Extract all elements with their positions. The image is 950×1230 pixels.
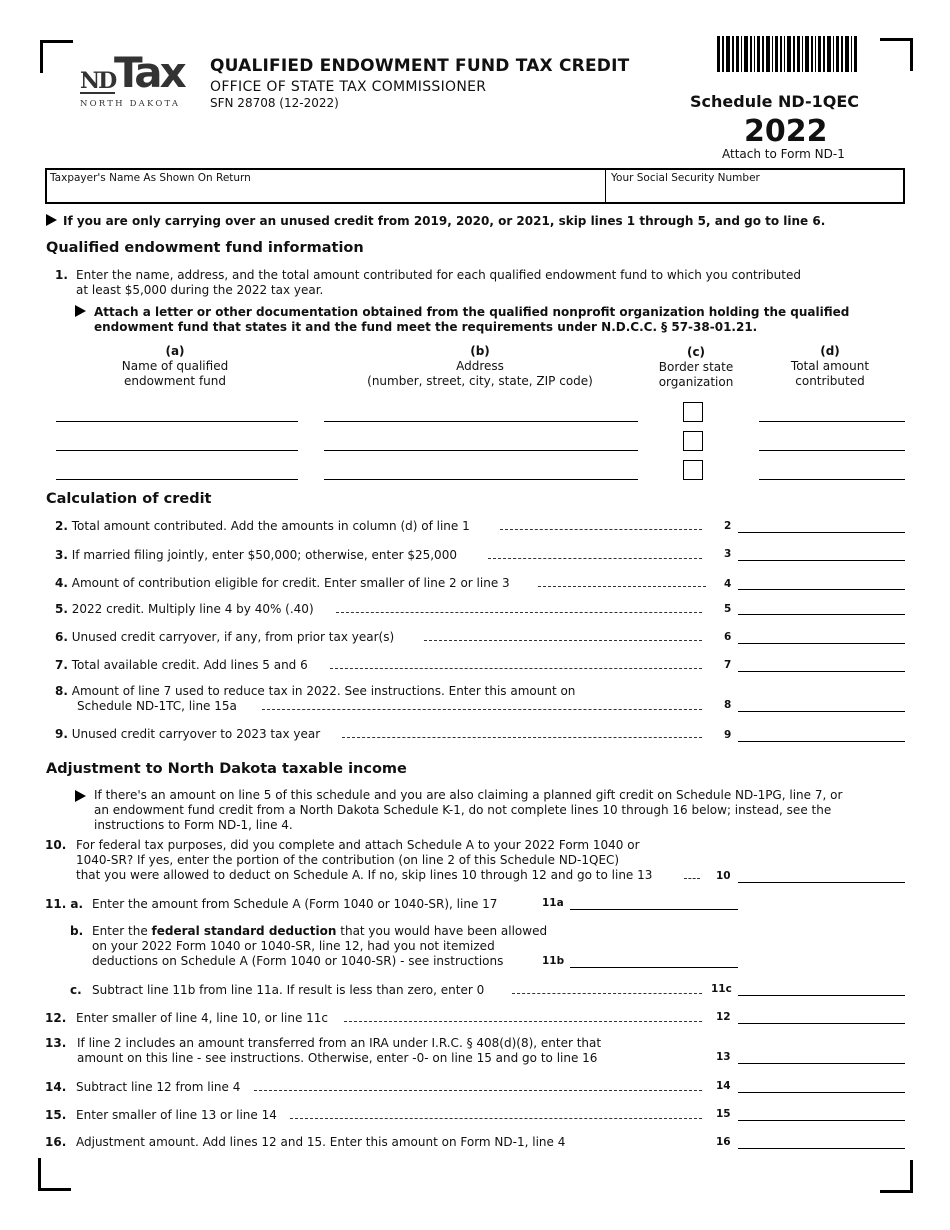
line-11a-amount[interactable] (570, 909, 738, 910)
line-13-text-2: amount on this line - see instructions. Otherwise, enter -0- on line 15 and go to line 16 (77, 1051, 598, 1065)
section-heading-fund-info: Qualified endowment fund information (46, 240, 364, 256)
fund-name-field[interactable] (56, 421, 298, 422)
line-number: 2. (55, 519, 68, 533)
text-part-bold: federal standard deduction (151, 924, 337, 938)
leader-dots (330, 668, 702, 669)
corner-mark-bottom-right (880, 1160, 913, 1193)
corner-mark-top-right (880, 38, 913, 71)
line-11b-number: b. (70, 924, 84, 938)
logo-nd: ND (80, 68, 116, 94)
line-9-amount[interactable] (738, 741, 905, 742)
line-9-row (55, 727, 320, 742)
schedule-name: Schedule ND-1QEC (690, 92, 860, 111)
column-label-line1: Name of qualified (121, 359, 229, 373)
taxpayer-id-box (45, 168, 905, 204)
line-11b-amount[interactable] (570, 967, 738, 968)
border-state-checkbox[interactable] (683, 460, 703, 480)
leader-dots (336, 612, 702, 613)
line-label: 3 (724, 548, 732, 560)
adjustment-note-b: an endowment fund credit from a North Dakota Schedule K-1, do not complete lines 10 through 16 below; instead, see the (94, 803, 832, 817)
column-label-line1: Total amount (790, 359, 870, 373)
line-label: 14 (716, 1080, 731, 1092)
line-5-row (55, 602, 314, 617)
line-16-amount[interactable] (738, 1148, 905, 1149)
adjustment-note-c: instructions to Form ND-1, line 4. (94, 818, 293, 832)
line-number: 3. (55, 548, 68, 562)
leader-dots (254, 1090, 702, 1091)
office-name: OFFICE OF STATE TAX COMMISSIONER (210, 79, 487, 95)
column-label-line2: contributed (795, 374, 865, 388)
line-11c-text: Subtract line 11b from line 11a. If result is less than zero, enter 0 (92, 983, 485, 997)
line-8-amount[interactable] (738, 711, 905, 712)
fund-address-field[interactable] (324, 450, 638, 451)
fund-address-field[interactable] (324, 421, 638, 422)
carryover-note (46, 214, 825, 229)
section-heading-calculation: Calculation of credit (46, 491, 212, 507)
line-6-row (55, 630, 394, 645)
line-10-number: 10. (45, 838, 67, 852)
leader-dots (512, 993, 702, 994)
line-15-text: Enter smaller of line 13 or line 14 (76, 1108, 277, 1122)
line-label: 2 (724, 520, 732, 532)
taxpayer-name-field[interactable] (47, 170, 603, 202)
line-8-row (55, 684, 575, 699)
line-12-amount[interactable] (738, 1023, 905, 1024)
fund-amount-field[interactable] (759, 479, 905, 480)
line-14-text: Subtract line 12 from line 4 (76, 1080, 241, 1094)
leader-dots (500, 529, 702, 530)
leader-dots (344, 1021, 702, 1022)
corner-mark-top-left (40, 40, 73, 73)
line-3-row (55, 548, 457, 563)
taxpayer-name-label: Taxpayer's Name As Shown On Return (50, 172, 251, 184)
column-header-a (95, 344, 255, 389)
fund-name-field[interactable] (56, 450, 298, 451)
line-text: 2022 credit. Multiply line 4 by 40% (.40) (71, 602, 314, 616)
line-4-amount[interactable] (738, 589, 905, 590)
line-label: 12 (716, 1011, 731, 1023)
column-letter: (b) (470, 344, 490, 358)
id-box-divider (605, 170, 606, 202)
line-15-amount[interactable] (738, 1120, 905, 1121)
leader-dots (538, 586, 706, 587)
line-7-amount[interactable] (738, 671, 905, 672)
line-12-text: Enter smaller of line 4, line 10, or line 11c (76, 1011, 329, 1025)
fund-address-field[interactable] (324, 479, 638, 480)
attach-note-a: Attach a letter or other documentation obtained from the qualified nonprofit organization holding the qualified (94, 305, 850, 319)
line-16-number: 16. (45, 1135, 67, 1149)
line-text: Unused credit carryover, if any, from prior tax year(s) (71, 630, 395, 644)
column-label-line2: (number, street, city, state, ZIP code) (367, 374, 593, 388)
line-label: 15 (716, 1108, 731, 1120)
column-label-line1: Address (456, 359, 504, 373)
line-13-text-1: If line 2 includes an amount transferred from an IRA under I.R.C. § 408(d)(8), enter that (77, 1036, 602, 1050)
border-state-checkbox[interactable] (683, 431, 703, 451)
line-1-text-a: Enter the name, address, and the total amount contributed for each qualified endowment fund to which you contributed (76, 268, 801, 282)
ssn-label: Your Social Security Number (611, 172, 760, 184)
line-label: 11b (542, 955, 565, 967)
line-label: 16 (716, 1136, 731, 1148)
barcode (717, 36, 859, 72)
line-label: 5 (724, 603, 732, 615)
line-11b-text-3: deductions on Schedule A (Form 1040 or 1040-SR) - see instructions (92, 954, 504, 968)
logo-subtitle: NORTH DAKOTA (80, 99, 181, 109)
logo-tax: Tax (114, 48, 184, 97)
line-number: 9. (55, 727, 68, 741)
line-text: Total available credit. Add lines 5 and 6 (71, 658, 308, 672)
line-3-amount[interactable] (738, 560, 905, 561)
line-14-amount[interactable] (738, 1092, 905, 1093)
arrow-icon (75, 790, 86, 802)
line-1-text-b: at least $5,000 during the 2022 tax year. (76, 283, 324, 297)
text-part: that you would have been allowed (336, 924, 548, 938)
line-text: Amount of contribution eligible for credit. Enter smaller of line 2 or line 3 (71, 576, 510, 590)
line-4-row (55, 576, 510, 591)
attach-instruction: Attach to Form ND-1 (722, 147, 845, 161)
ssn-field[interactable] (607, 170, 903, 202)
line-10-text-1: For federal tax purposes, did you complete and attach Schedule A to your 2022 Form 1040 or (76, 838, 640, 852)
section-heading-adjustment: Adjustment to North Dakota taxable income (46, 761, 407, 777)
line-label: 11a (542, 897, 564, 909)
column-label-line2: endowment fund (123, 374, 226, 388)
line-text: If married filing jointly, enter $50,000; otherwise, enter $25,000 (71, 548, 457, 562)
line-number: 6. (55, 630, 68, 644)
line-text: Unused credit carryover to 2023 tax year (71, 727, 321, 741)
line-13-number: 13. (45, 1036, 67, 1050)
fund-amount-field[interactable] (759, 450, 905, 451)
column-header-d (770, 344, 890, 389)
line-5-amount[interactable] (738, 614, 905, 615)
line-number: 8. (55, 684, 68, 698)
leader-dots (290, 1118, 702, 1119)
line-14-number: 14. (45, 1080, 67, 1094)
line-1-number: 1. (55, 268, 68, 282)
leader-dots (262, 709, 702, 710)
line-15-number: 15. (45, 1108, 67, 1122)
column-header-c (646, 345, 746, 390)
adjustment-note-a: If there's an amount on line 5 of this schedule and you are also claiming a planned gift credit on Schedule ND-1PG, line 7, or (94, 788, 843, 802)
border-state-checkbox[interactable] (683, 402, 703, 422)
line-label: 6 (724, 631, 732, 643)
column-letter: (a) (165, 344, 185, 358)
nd-tax-logo (80, 48, 192, 112)
attach-note-b: endowment fund that states it and the fund meet the requirements under N.D.C.C. § 57-38-01.21. (94, 320, 758, 334)
line-number: 5. (55, 602, 68, 616)
line-label: 13 (716, 1051, 731, 1063)
line-11a-text: Enter the amount from Schedule A (Form 1040 or 1040-SR), line 17 (92, 897, 498, 911)
form-title: QUALIFIED ENDOWMENT FUND TAX CREDIT (210, 56, 630, 76)
line-11b-text-1 (92, 924, 547, 939)
tax-year: 2022 (744, 114, 828, 149)
corner-mark-bottom-left (38, 1158, 71, 1191)
line-12-number: 12. (45, 1011, 67, 1025)
line-10-text-2: 1040-SR? If yes, enter the portion of the contribution (on line 2 of this Schedule ND-1QEC) (76, 853, 620, 867)
line-11c-amount[interactable] (738, 995, 905, 996)
line-2-amount[interactable] (738, 532, 905, 533)
line-11b-text-2: on your 2022 Form 1040 or 1040-SR, line 12, had you not itemized (92, 939, 495, 953)
line-number: 4. (55, 576, 68, 590)
line-label: 9 (724, 729, 732, 741)
line-label: 4 (724, 578, 732, 590)
line-label: 8 (724, 699, 732, 711)
arrow-icon (75, 305, 86, 317)
line-6-amount[interactable] (738, 643, 905, 644)
line-label: 11c (711, 983, 732, 995)
leader-dots (488, 558, 702, 559)
leader-dots (424, 640, 702, 641)
line-text: Total amount contributed. Add the amounts in column (d) of line 1 (71, 519, 470, 533)
line-2-row (55, 519, 470, 534)
line-8-text-continued: Schedule ND-1TC, line 15a (77, 699, 237, 713)
line-label: 7 (724, 659, 732, 671)
line-text: Amount of line 7 used to reduce tax in 2022. See instructions. Enter this amount on (71, 684, 576, 698)
column-label-line2: organization (658, 375, 734, 389)
line-label: 10 (716, 870, 731, 882)
line-7-row (55, 658, 308, 673)
column-letter: (d) (820, 344, 840, 358)
line-10-text-3: that you were allowed to deduct on Schedule A. If no, skip lines 10 through 12 and go to line 13 (76, 868, 653, 882)
text-part: Enter the (92, 924, 152, 938)
line-11a-number: 11. a. (45, 897, 84, 911)
column-letter: (c) (686, 345, 706, 359)
line-10-amount[interactable] (738, 882, 905, 883)
column-header-b (340, 344, 620, 389)
line-16-text: Adjustment amount. Add lines 12 and 15. Enter this amount on Form ND-1, line 4 (76, 1135, 566, 1149)
line-11c-number: c. (70, 983, 82, 997)
sfn-number: SFN 28708 (12-2022) (210, 96, 339, 110)
leader-dots (342, 737, 702, 738)
column-label-line1: Border state (658, 360, 734, 374)
fund-name-field[interactable] (56, 479, 298, 480)
carryover-note-text: If you are only carrying over an unused credit from 2019, 2020, or 2021, skip lines 1 through 5, and go to line 6. (63, 214, 826, 228)
leader-dots (684, 878, 700, 879)
line-13-amount[interactable] (738, 1063, 905, 1064)
arrow-icon (46, 214, 57, 226)
line-number: 7. (55, 658, 68, 672)
fund-amount-field[interactable] (759, 421, 905, 422)
